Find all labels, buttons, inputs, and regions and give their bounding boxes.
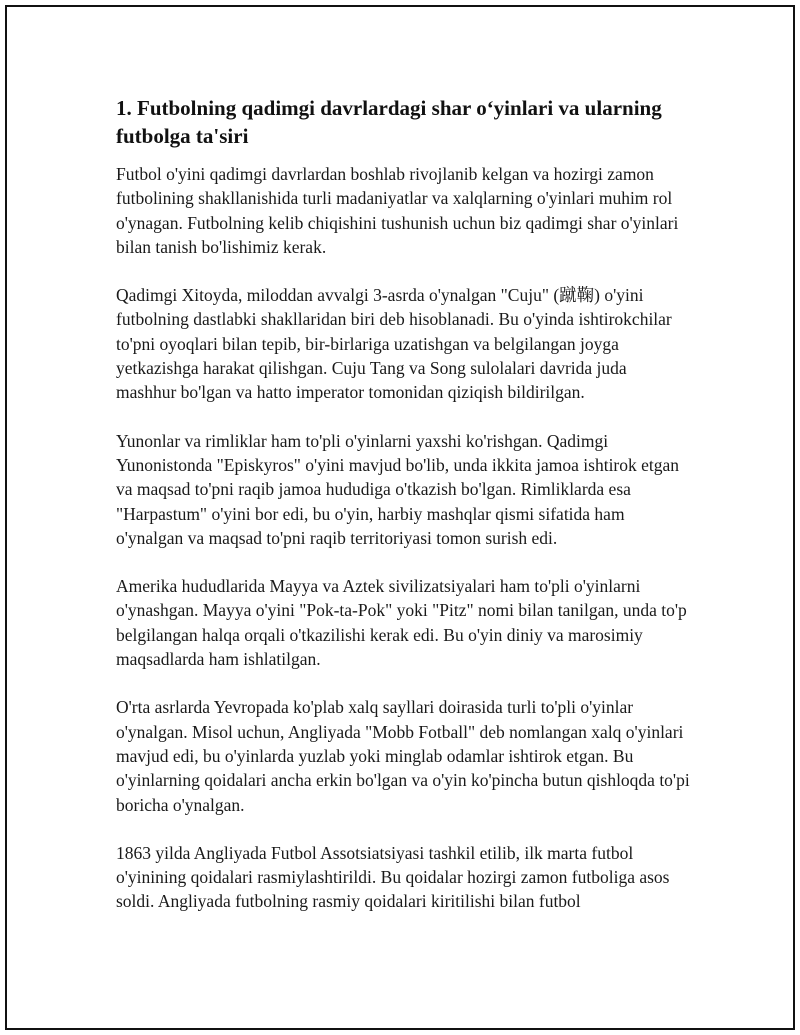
paragraph-intro: Futbol o'yini qadimgi davrlardan boshlab rivojlanib kelgan va hozirgi zamon futbolining shakllanishida turli madaniyatlar va xalqlarning o'yinlari muhim rol o'ynagan. Futbolning kelib chiqishini tushunish uchun biz qadimgi shar o'yinlari bilan tanish bo'lishimiz kerak. [116,164,679,257]
paragraph-1863-association: 1863 yilda Angliyada Futbol Assotsiatsiyasi tashkil etilib, ilk marta futbol o'yinining qoidalari rasmiylashtirildi. Bu qoidalar hozirgi zamon futboliga asos soldi. Angliyada futbolning rasmiy qoidalari kiritilishi bilan futbol [116,842,670,912]
document-body [116,94,691,938]
paragraph-china-cuju: Qadimgi Xitoyda, miloddan avvalgi 3-asrda o'ynalgan "Cuju" (蹴鞠) o'yini futbolning dastlabki shakllaridan biri deb hisoblanadi. Bu o'yinda ishtirokchilar to'pni oyoqlari bilan tepib, bir-birlariga uzatishgan va belgilangan joyga yetkazishga harakat qilishgan. Cuju Tang va Song sulolalari davrida juda mashhur bo'lgan va hatto imperator tomonidan qiziqish bildirilgan. [116,285,672,403]
section-heading: 1. Futbolning qadimgi davrlardagi shar o‘yinlari va ularning futbolga ta'siri [116,96,662,148]
paragraph-medieval-europe: O'rta asrlarda Yevropada ko'plab xalq sayllari doirasida turli to'pli o'yinlar o'ynalgan. Misol uchun, Angliyada "Mobb Fotball" deb nomlangan xalq o'yinlari mavjud edi, bu o'yinlarda yuzlab yoki minglab odamlar ishtirok etgan. Bu o'yinlarning qoidalari ancha erkin bo'lgan va o'yin ko'pincha butun qishloqda to'pi boricha o'ynalgan. [116,697,690,815]
paragraph-greece-rome: Yunonlar va rimliklar ham to'pli o'yinlarni yaxshi ko'rishgan. Qadimgi Yunonistonda "Episkyros" o'yini mavjud bo'lib, unda ikkita jamoa ishtirok etgan va maqsad to'pni raqib jamoa hududiga o'tkazish bo'lgan. Rimliklarda esa "Harpastum" o'yini bor edi, bu o'yin, harbiy mashqlar qismi sifatida ham o'ynalgan va maqsad to'pni raqib territoriyasi tomon surish edi. [116,430,680,548]
paragraph-maya-aztec: Amerika hududlarida Mayya va Aztek sivilizatsiyalari ham to'pli o'yinlarni o'ynashgan. Mayya o'yini "Pok-ta-Pok" yoki "Pitz" nomi bilan tanilgan, unda to'p belgilangan halqa orqali o'tkazilishi kerak edi. Bu o'yin diniy va marosimiy maqsadlarda ham ishlatilgan. [116,576,687,670]
